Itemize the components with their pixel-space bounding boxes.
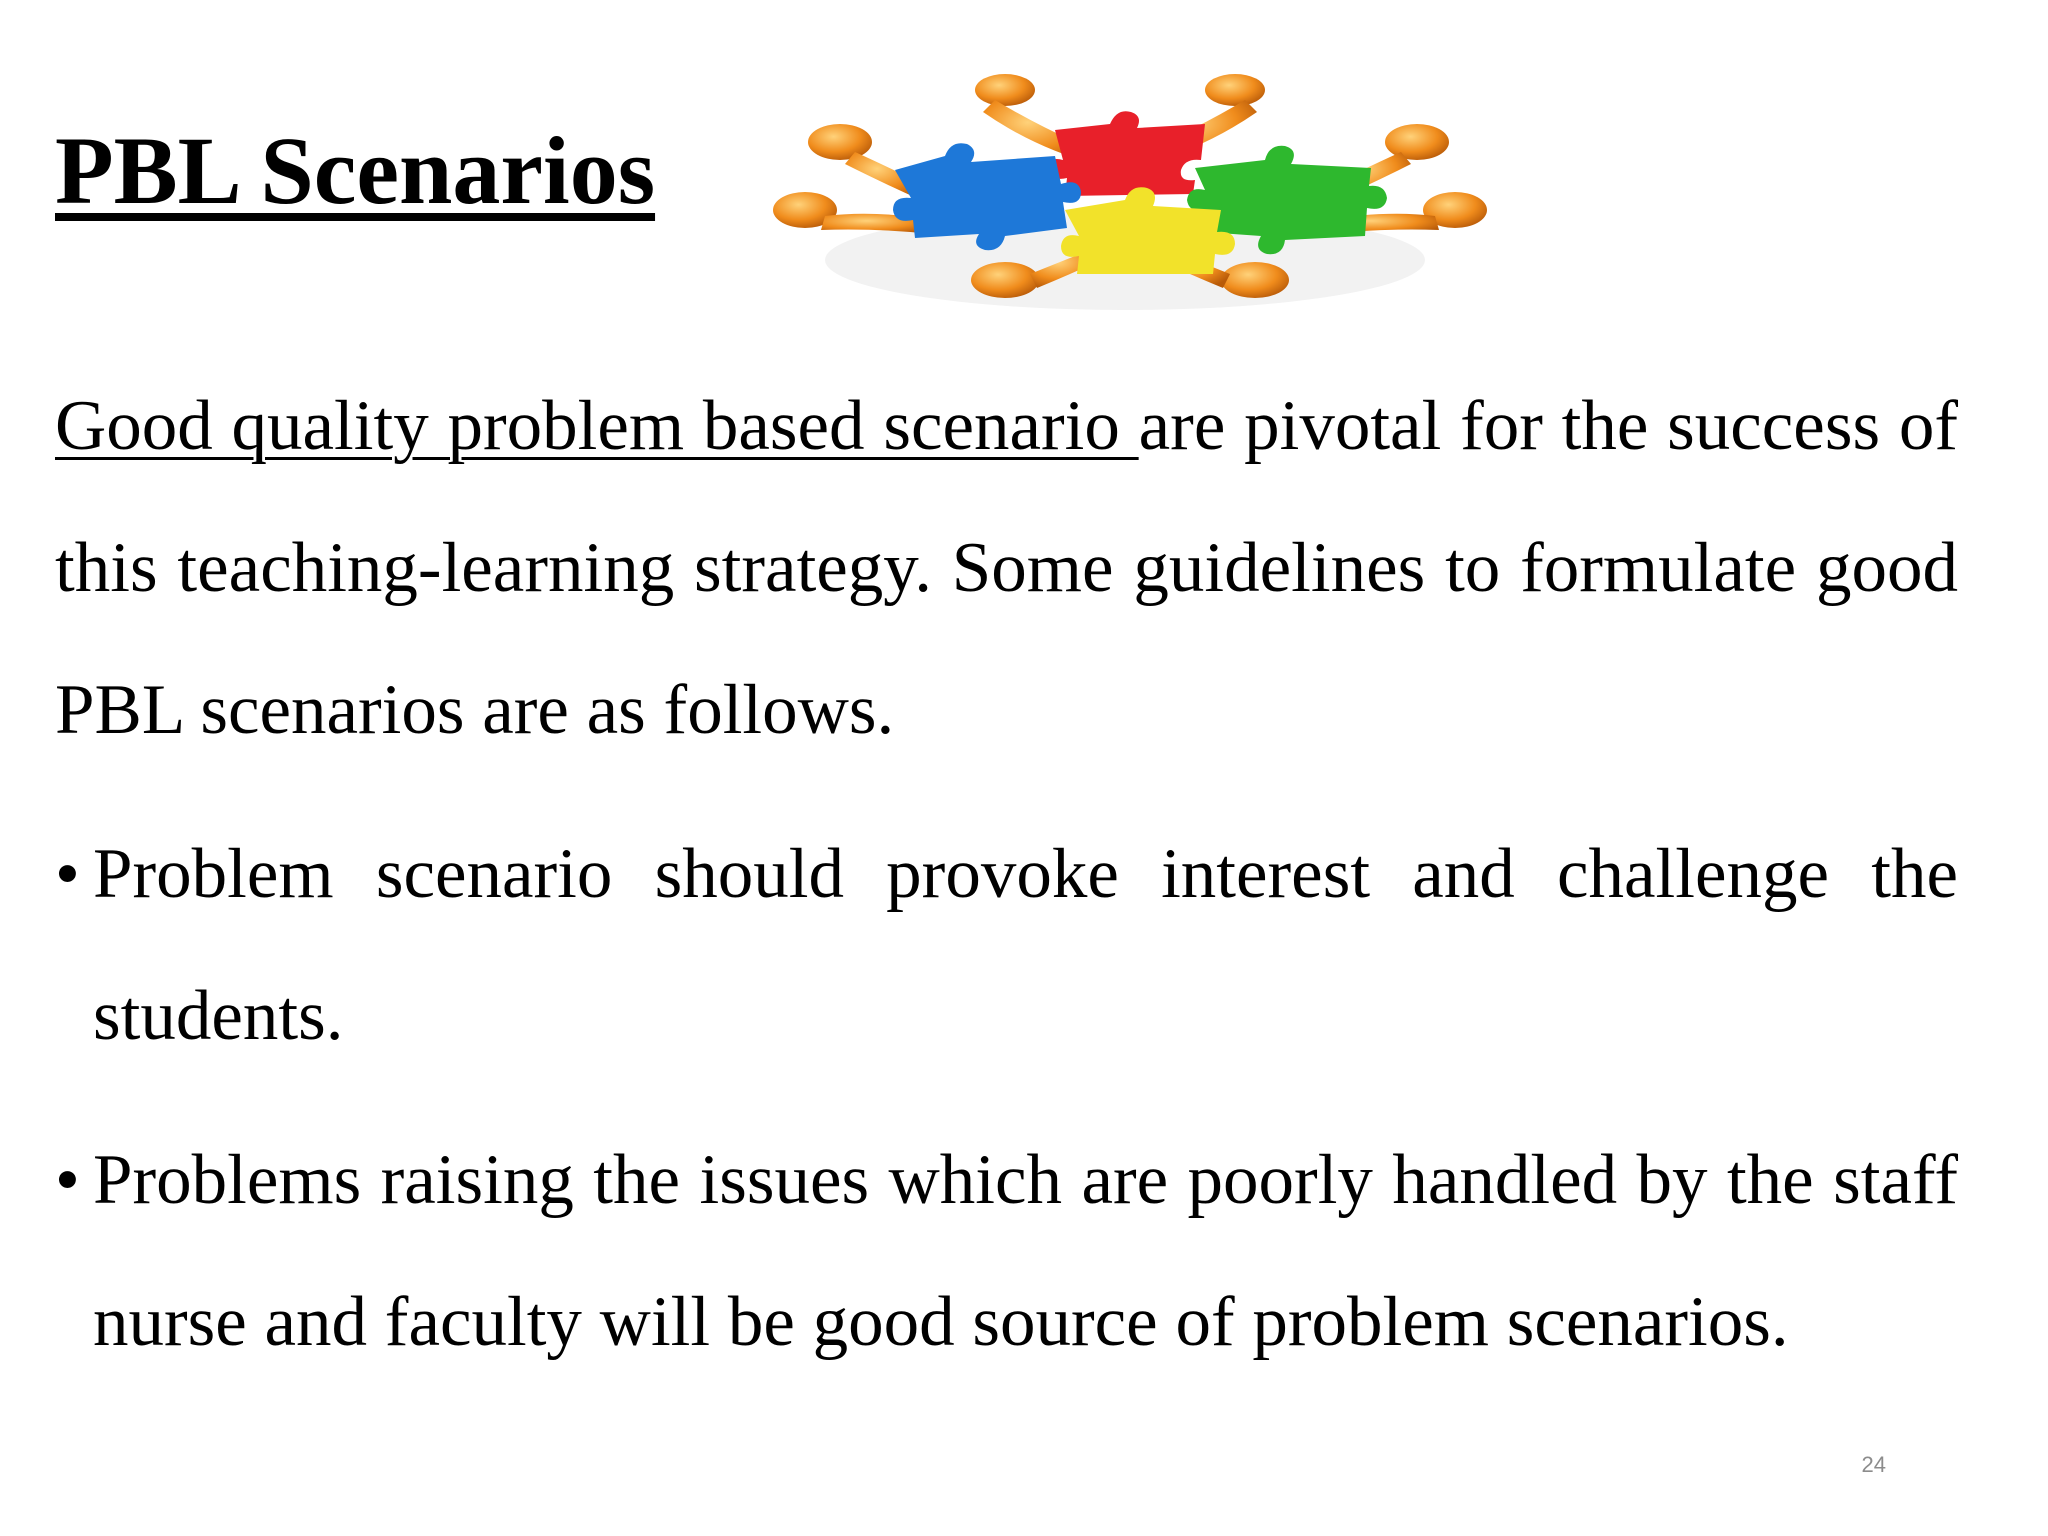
- figure-head-top-left: [975, 74, 1035, 106]
- guideline-list: [55, 803, 1958, 1393]
- puzzle-teamwork-illustration: [765, 60, 1505, 320]
- guideline-item: [55, 803, 1958, 1087]
- guideline-text: Problem scenario should provoke interest and challenge the students.: [93, 835, 1958, 1055]
- figure-head-top-right: [1205, 74, 1265, 106]
- guideline-text: Problems raising the issues which are poorly handled by the staff nurse and faculty will be good source of problem scenarios.: [93, 1141, 1958, 1361]
- page-number: 24: [1861, 1452, 1886, 1477]
- figure-head-mid-right: [1385, 124, 1449, 160]
- bullet-icon: [55, 1109, 85, 1251]
- bullet-icon: [55, 803, 85, 945]
- intro-paragraph: [55, 355, 1958, 781]
- figure-head-mid-left: [808, 124, 872, 160]
- slide-title: PBL Scenarios: [55, 117, 656, 224]
- intro-underlined-phrase: Good quality problem based scenario: [55, 387, 1139, 465]
- guideline-item: [55, 1109, 1958, 1393]
- figure-head-bottom-left: [971, 262, 1039, 298]
- intro-rest-text: are pivotal for the success of this teaching-learning strategy. Some guidelines to formulate good PBL scenarios are as follows.: [55, 387, 1958, 749]
- figure-head-bottom-right: [1221, 262, 1289, 298]
- slide-body: [55, 355, 1958, 1415]
